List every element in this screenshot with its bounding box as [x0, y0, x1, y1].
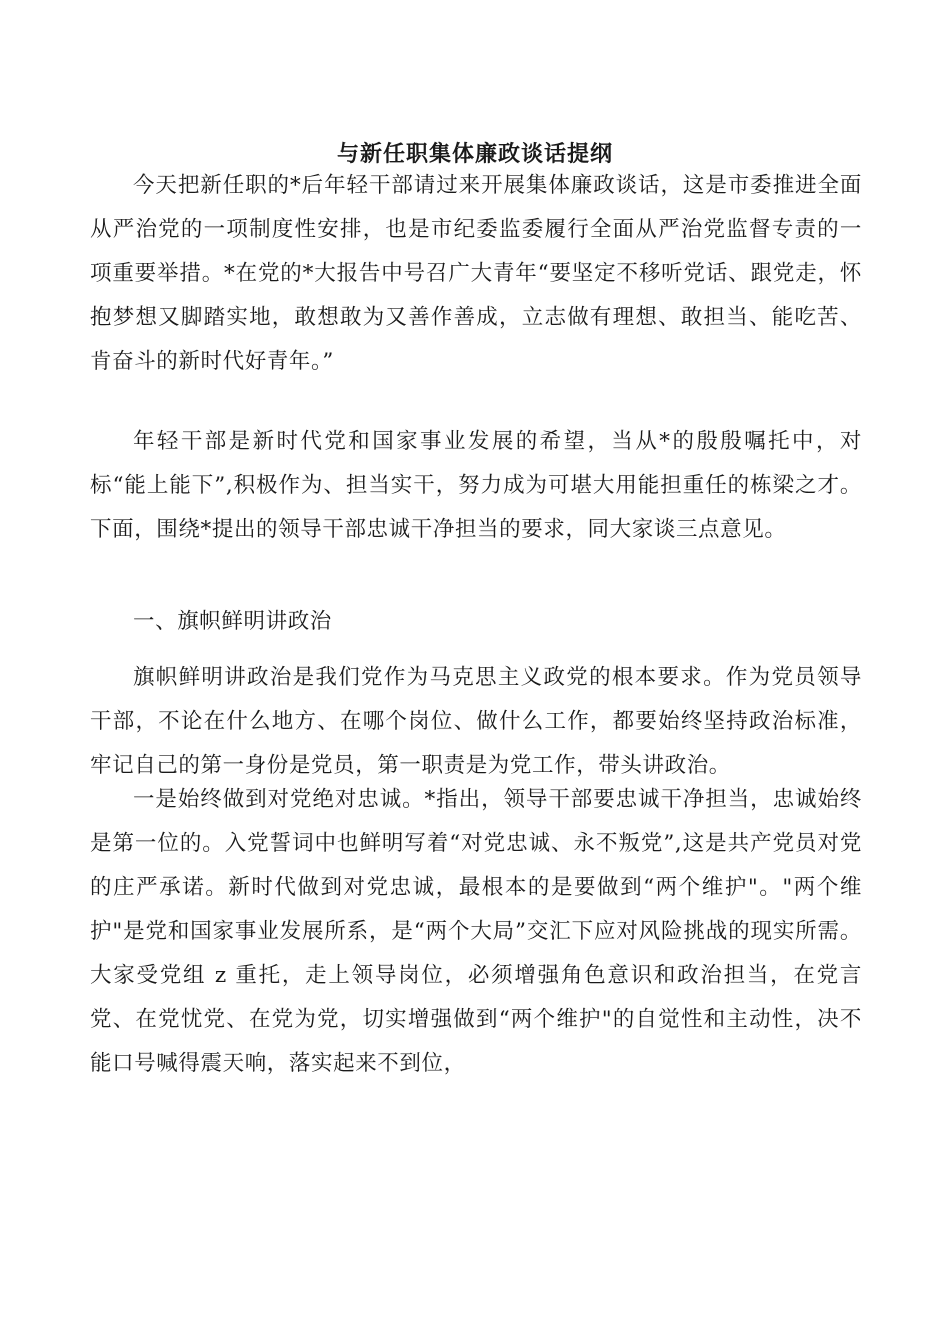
paragraph-politics: 旗帜鲜明讲政治是我们党作为马克思主义政党的根本要求。作为党员领导干部，不论在什么地方、在哪个岗位、做什么工作，都要始终坚持政治标准，牢记自己的第一身份是党员，第一职责是为党工作，带头讲政治。	[90, 665, 862, 778]
paragraph-young-cadres: 年轻干部是新时代党和国家事业发展的希望，当从*的殷殷嘱托中，对标“能上能下”,积极作为、担当实干，努力成为可堪大用能担重任的栋梁之才。下面，围绕*提出的领导干部忠诚干净担当的要求，同大家谈三点意见。	[90, 429, 862, 542]
section-heading-politics: 一、旗帜鲜明讲政治	[133, 609, 332, 634]
document-title: 与新任职集体廉政谈话提纲	[336, 141, 613, 167]
paragraph-loyalty: 一是始终做到对党绝对忠诚。*指出，领导干部要忠诚干净担当，忠诚始终是第一位的。入党誓词中也鲜明写着“对党忠诚、永不叛党”,这是共产党员对党的庄严承诺。新时代做到对党忠诚，最根本的是要做到“两个维护"。"两个维护"是党和国家事业发展所系，是“两个大局”交汇下应对风险挑战的现实所需。大家受党组 z 重托，走上领导岗位，必须增强角色意识和政治担当，在党言党、在党忧党、在党为党，切实增强做到“两个维护"的自觉性和主动性，决不能口号喊得震天响，落实起来不到位，	[90, 787, 862, 1076]
paragraph-intro: 今天把新任职的*后年轻干部请过来开展集体廉政谈话，这是市委推进全面从严治党的一项制度性安排，也是市纪委监委履行全面从严治党监督专责的一项重要举措。*在党的*大报告中号召广大青年“要坚定不移听党话、跟党走，怀抱梦想又脚踏实地，敢想敢为又善作善成，立志做有理想、敢担当、能吃苦、肯奋斗的新时代好青年。”	[90, 173, 862, 374]
